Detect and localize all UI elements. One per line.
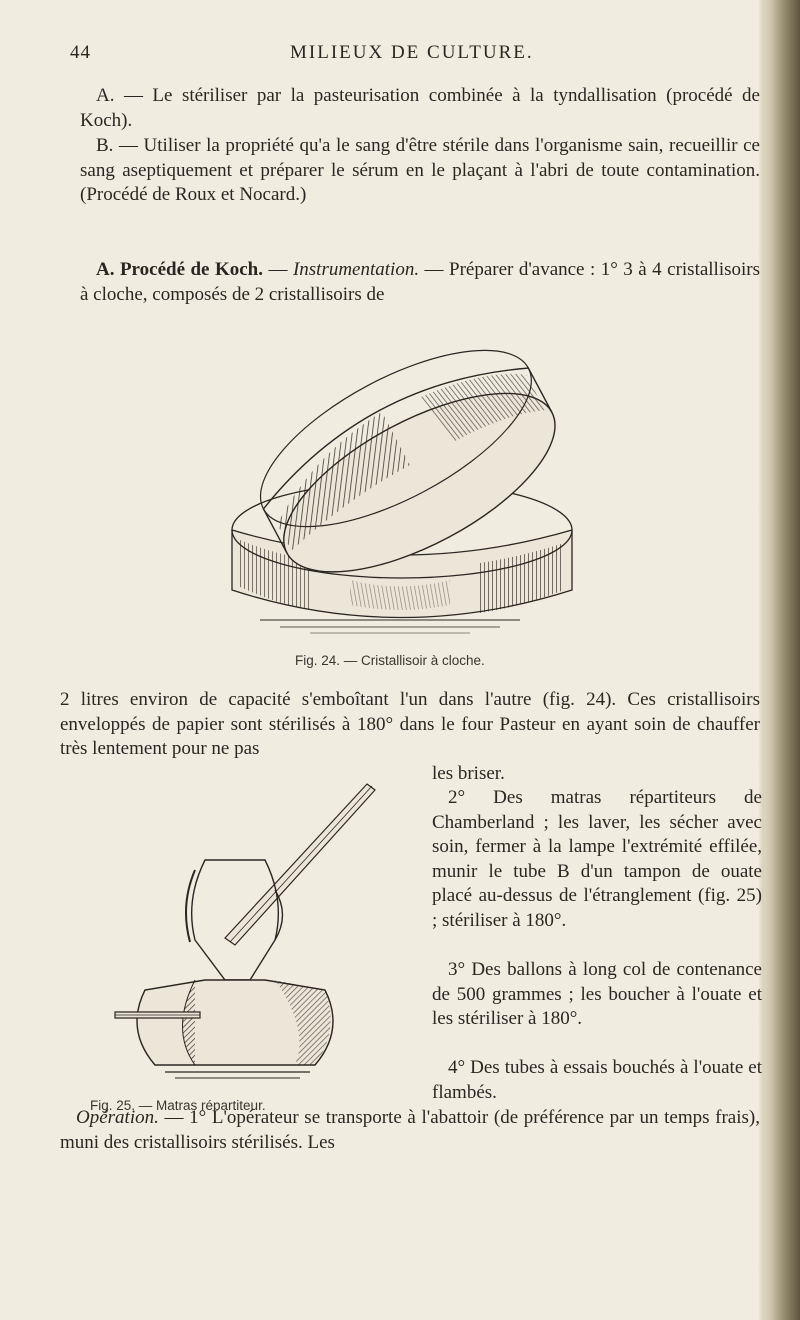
fig25-matras-illustration: [85, 780, 415, 1085]
paragraph-operation-text: — 1° L'opérateur se transporte à l'abattoir (de préférence par un temps frais), muni des cristallisoirs stérilisés. Les: [60, 1107, 760, 1153]
operation-label: Opération.: [76, 1107, 159, 1128]
paragraph-a: [80, 84, 760, 133]
koch-dash: —: [262, 259, 293, 280]
fig25-caption: Fig. 25. — Matras répartiteur.: [90, 1098, 266, 1113]
paragraph-capacity-tail-text: les briser.: [432, 763, 505, 784]
paragraph-b: [80, 134, 760, 208]
paragraph-tubes: [432, 1056, 762, 1105]
koch-heading: A. Procédé de Koch.: [96, 259, 263, 280]
paragraph-matras: [432, 786, 762, 934]
page-number: 44: [70, 42, 91, 63]
paragraph-b-text: B. — Utiliser la propriété qu'a le sang d'être stérile dans l'organisme sain, recueillir ce sang aseptiquement et préparer le sérum en le plaçant à l'abri de toute contamination. (Procédé de Roux et Nocard.): [80, 135, 760, 206]
page-header: [70, 42, 760, 72]
paragraph-capacity-tail: [432, 762, 762, 787]
koch-text: — Préparer d'avance : 1° 3 à 4 cristallisoirs à cloche, composés de 2 cristallisoirs de: [80, 259, 761, 305]
paragraph-capacity: [60, 688, 760, 762]
book-binding-edge: [758, 0, 800, 1320]
paragraph-ballons-text: 3° Des ballons à long col de contenance de 500 grammes ; les boucher à l'ouate et les stériliser à 180°.: [432, 959, 762, 1030]
paragraph-operation: [60, 1106, 760, 1155]
paragraph-capacity-text: 2 litres environ de capacité s'emboîtant l'un dans l'autre (fig. 24). Ces cristallisoirs enveloppés de papier sont stérilisés à 180° dans le four Pasteur en ayant soin de chauffer très lentement pour ne pas: [60, 689, 760, 760]
paragraph-matras-text: 2° Des matras répartiteurs de Chamberland ; les laver, les sécher avec soin, fermer à la lampe l'extrémité effilée, munir le tube B d'un tampon de ouate placé au-dessus de l'étranglement (fig. 25) ; stériliser à 180°.: [432, 787, 762, 931]
instrumentation-label: Instrumentation.: [292, 259, 420, 280]
fig24-caption: Fig. 24. — Cristallisoir à cloche.: [295, 653, 485, 668]
paragraph-koch: [80, 258, 760, 307]
paragraph-ballons: [432, 958, 762, 1032]
running-head: MILIEUX DE CULTURE.: [290, 42, 534, 63]
fig24-crystallizer-illustration: [220, 315, 580, 650]
paragraph-tubes-text: 4° Des tubes à essais bouchés à l'ouate et flambés.: [432, 1057, 762, 1103]
paragraph-a-text: A. — Le stériliser par la pasteurisation combinée à la tyndallisation (procédé de Koch).: [80, 85, 760, 131]
